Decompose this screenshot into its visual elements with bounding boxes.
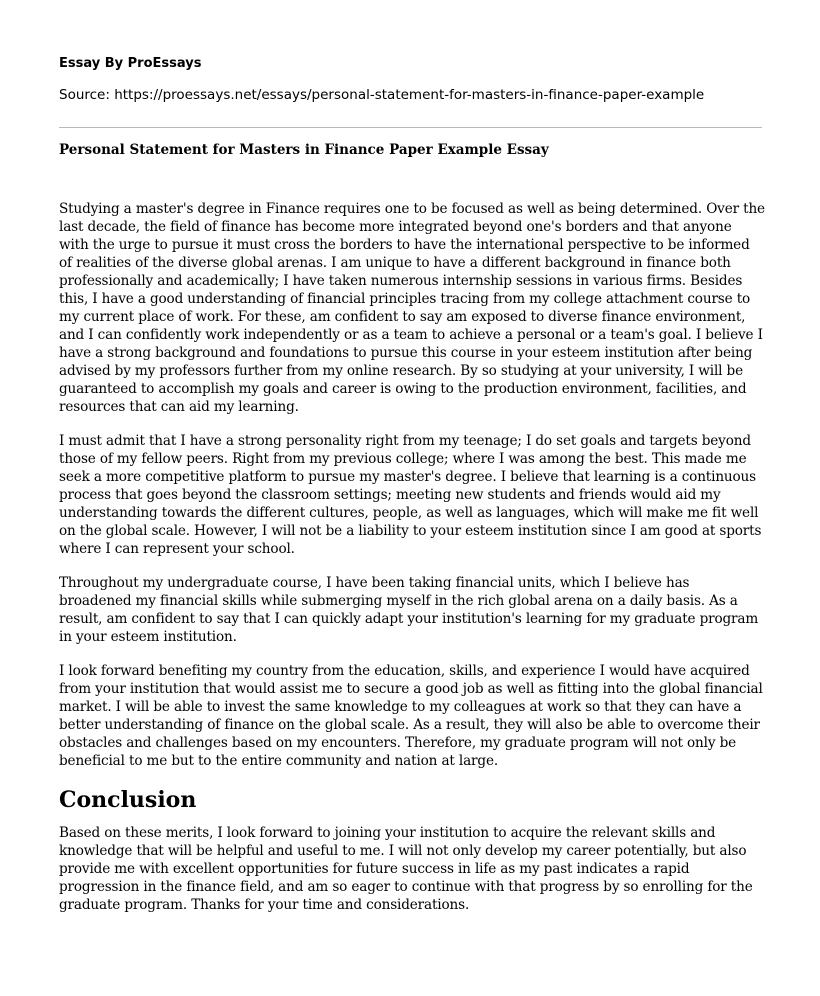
source-line: Source: https://proessays.net/essays/personal-statement-for-masters-in-finance-paper-example <box>59 87 705 103</box>
conclusion-heading: Conclusion <box>59 787 197 813</box>
header-divider <box>59 127 762 128</box>
body-paragraph: I must admit that I have a strong personality right from my teenage; I do set goals and targets beyond those of my fellow peers. Right from my previous college; where I was among the best. This made me seek a more competitive platform to pursue my master's degree. I believe that learning is a continuous process that goes beyond the classroom settings; meeting new students and friends would aid my understanding towards the different cultures, people, as well as languages, which will make me fit well on the global scale. However, I will not be a liability to your esteem institution since I am good at sports where I can represent your school. <box>59 433 762 557</box>
conclusion-paragraph: Based on these merits, I look forward to joining your institution to acquire the relevant skills and knowledge that will be helpful and useful to me. I will not only develop my career potentially, but also provide me with excellent opportunities for future success in life as my past indicates a rapid progression in the finance field, and am so eager to continue with that progress by so enrolling for the graduate program. Thanks for your time and considerations. <box>59 825 753 913</box>
body-paragraph: Studying a master's degree in Finance requires one to be focused as well as being determined. Over the last decade, the field of finance has become more integrated beyond one's borders and that anyone with the urge to pursue it must cross the borders to have the international perspective to be informed of realities of the diverse global arenas. I am unique to have a different background in finance both professionally and academically; I have taken numerous internship sessions in various firms. Besides this, I have a good understanding of financial principles tracing from my college attachment course to my current place of work. For these, am confident to say am exposed to diverse finance environment, and I can confidently work independently or as a team to achieve a personal or a team's goal. I believe I have a strong background and foundations to pursue this course in your esteem institution after being advised by my professors further from my online research. By so studying at your university, I will be guaranteed to accomplish my goals and career is owing to the production environment, facilities, and resources that can aid my learning. <box>59 201 765 415</box>
body-paragraph: Throughout my undergraduate course, I have been taking financial units, which I believe has broadened my financial skills while submerging myself in the rich global arena on a daily basis. As a result, am confident to say that I can quickly adapt your institution's learning for my graduate program in your esteem institution. <box>59 575 759 645</box>
essay-byline: Essay By ProEssays <box>59 56 202 71</box>
essay-body <box>59 200 765 930</box>
body-paragraph: I look forward benefiting my country from the education, skills, and experience I would have acquired from your institution that would assist me to secure a good job as well as fitting into the global financial market. I will be able to invest the same knowledge to my colleagues at work so that they can have a better understanding of finance on the global scale. As a result, they will also be able to overcome their obstacles and challenges based on my encounters. Therefore, my graduate program will not only be beneficial to me but to the entire community and nation at large. <box>59 663 763 769</box>
document-title: Personal Statement for Masters in Finance Paper Example Essay <box>59 142 549 158</box>
